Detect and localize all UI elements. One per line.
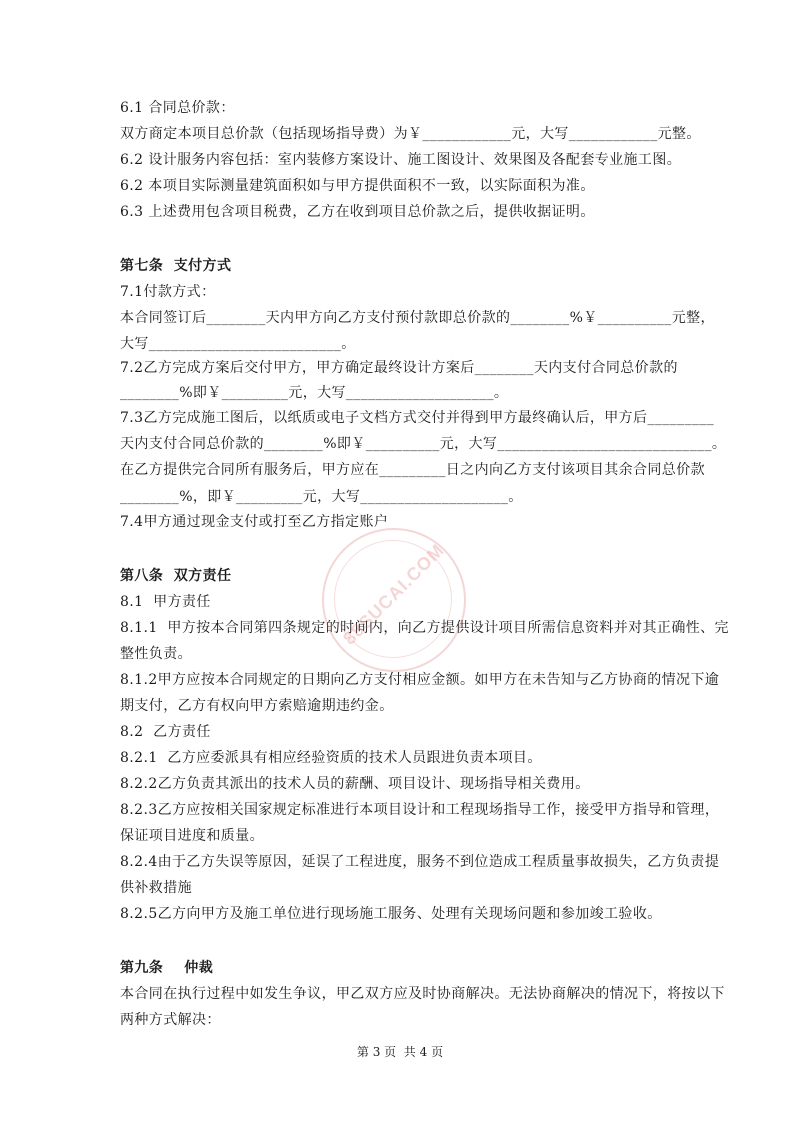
clause-7-2-cont: ________%即￥_________元，大写____________________。 [120, 385, 509, 401]
clause-6-1-amount: 双方商定本项目总价款（包括现场指导费）为￥____________元，大写____________元整。 [120, 126, 701, 142]
page-number-footer: 第 3 页 共 4 页 [356, 1045, 444, 1059]
clause-8-2-2: 8.2.2乙方负责其派出的技术人员的薪酬、项目设计、现场指导相关费用。 [120, 776, 590, 792]
clause-9-text: 本合同在执行过程中如发生争议，甲乙双方应及时协商解决。无法协商解决的情况下，将按以下 [120, 986, 725, 1002]
clause-8-1: 8.1 甲方责任 [120, 594, 211, 610]
clause-7-1-text-cont: 大写__________________________。 [120, 336, 356, 352]
clause-8-2-4: 8.2.4由于乙方失误等原因，延误了工程进度，服务不到位造成工程质量事故损失，乙方负责提 [120, 854, 720, 870]
clause-8-2-1: 8.2.1 乙方应委派具有相应经验资质的技术人员跟进负责本项目。 [120, 750, 542, 766]
clause-8-2-5: 8.2.5乙方向甲方及施工单位进行现场施工服务、处理有关现场问题和参加竣工验收。 [120, 906, 662, 922]
section-8-title: 第八条 双方责任 [120, 568, 232, 584]
clause-6-3: 6.3 上述费用包含项目税费，乙方在收到项目总价款之后，提供收据证明。 [120, 204, 595, 220]
clause-8-1-2-cont: 期支付，乙方有权向甲方索赔逾期违约金。 [120, 698, 394, 714]
clause-7-1-text: 本合同签订后________天内甲方向乙方支付预付款即总价款的________%￥__________元整， [120, 310, 715, 326]
watermark-stamp [322, 528, 466, 672]
section-9-title: 第九条 仲裁 [120, 960, 214, 976]
clause-8-2: 8.2 乙方责任 [120, 724, 211, 740]
section-7-title: 第七条 支付方式 [120, 258, 232, 274]
clause-8-2-3-cont: 保证项目进度和质量。 [120, 828, 264, 844]
clause-7-1: 7.1付款方式： [120, 284, 216, 300]
clause-8-2-3: 8.2.3乙方应按相关国家规定标准进行本项目设计和工程现场指导工作，接受甲方指导和管理， [120, 802, 720, 818]
clause-6-1: 6.1 合同总价款： [120, 100, 235, 116]
clause-6-2-scope: 6.2 设计服务内容包括：室内装修方案设计、施工图设计、效果图及各配套专业施工图。 [120, 152, 682, 168]
clause-7-4: 7.4甲方通过现金支付或打至乙方指定账户 [120, 514, 389, 530]
clause-7-3: 7.3乙方完成施工图后，以纸质或电子文档方式交付并得到甲方最终确认后，甲方后_________ [120, 410, 715, 426]
clause-8-1-1-cont: 整性负责。 [120, 646, 192, 662]
clause-6-2-area: 6.2 本项目实际测量建筑面积如与甲方提供面积不一致，以实际面积为准。 [120, 178, 595, 194]
clause-7-3-cont: 天内支付合同总价款的________%即￥__________元，大写_____________________________。 [120, 436, 727, 452]
clause-8-1-2: 8.1.2甲方应按本合同规定的日期向乙方支付相应金额。如甲方在未告知与乙方协商的情况下逾 [120, 672, 720, 688]
clause-8-1-1: 8.1.1 甲方按本合同第四条规定的时间内，向乙方提供设计项目所需信息资料并对其正确性、完 [120, 620, 729, 636]
clause-7-3-final: 在乙方提供完合同所有服务后，甲方应在_________日之内向乙方支付该项目其余合同总价款 [120, 462, 705, 478]
clause-7-3-final-cont: ________%，即￥_________元，大写____________________。 [120, 489, 523, 505]
watermark-text: 88SUCAI.COM [339, 539, 449, 649]
clause-9-text-cont: 两种方式解决： [120, 1012, 221, 1028]
clause-8-2-4-cont: 供补救措施 [120, 880, 192, 896]
clause-7-2: 7.2乙方完成方案后交付甲方，甲方确定最终设计方案后________天内支付合同总价款的 [120, 360, 678, 376]
watermark-inner-ring [334, 540, 452, 658]
